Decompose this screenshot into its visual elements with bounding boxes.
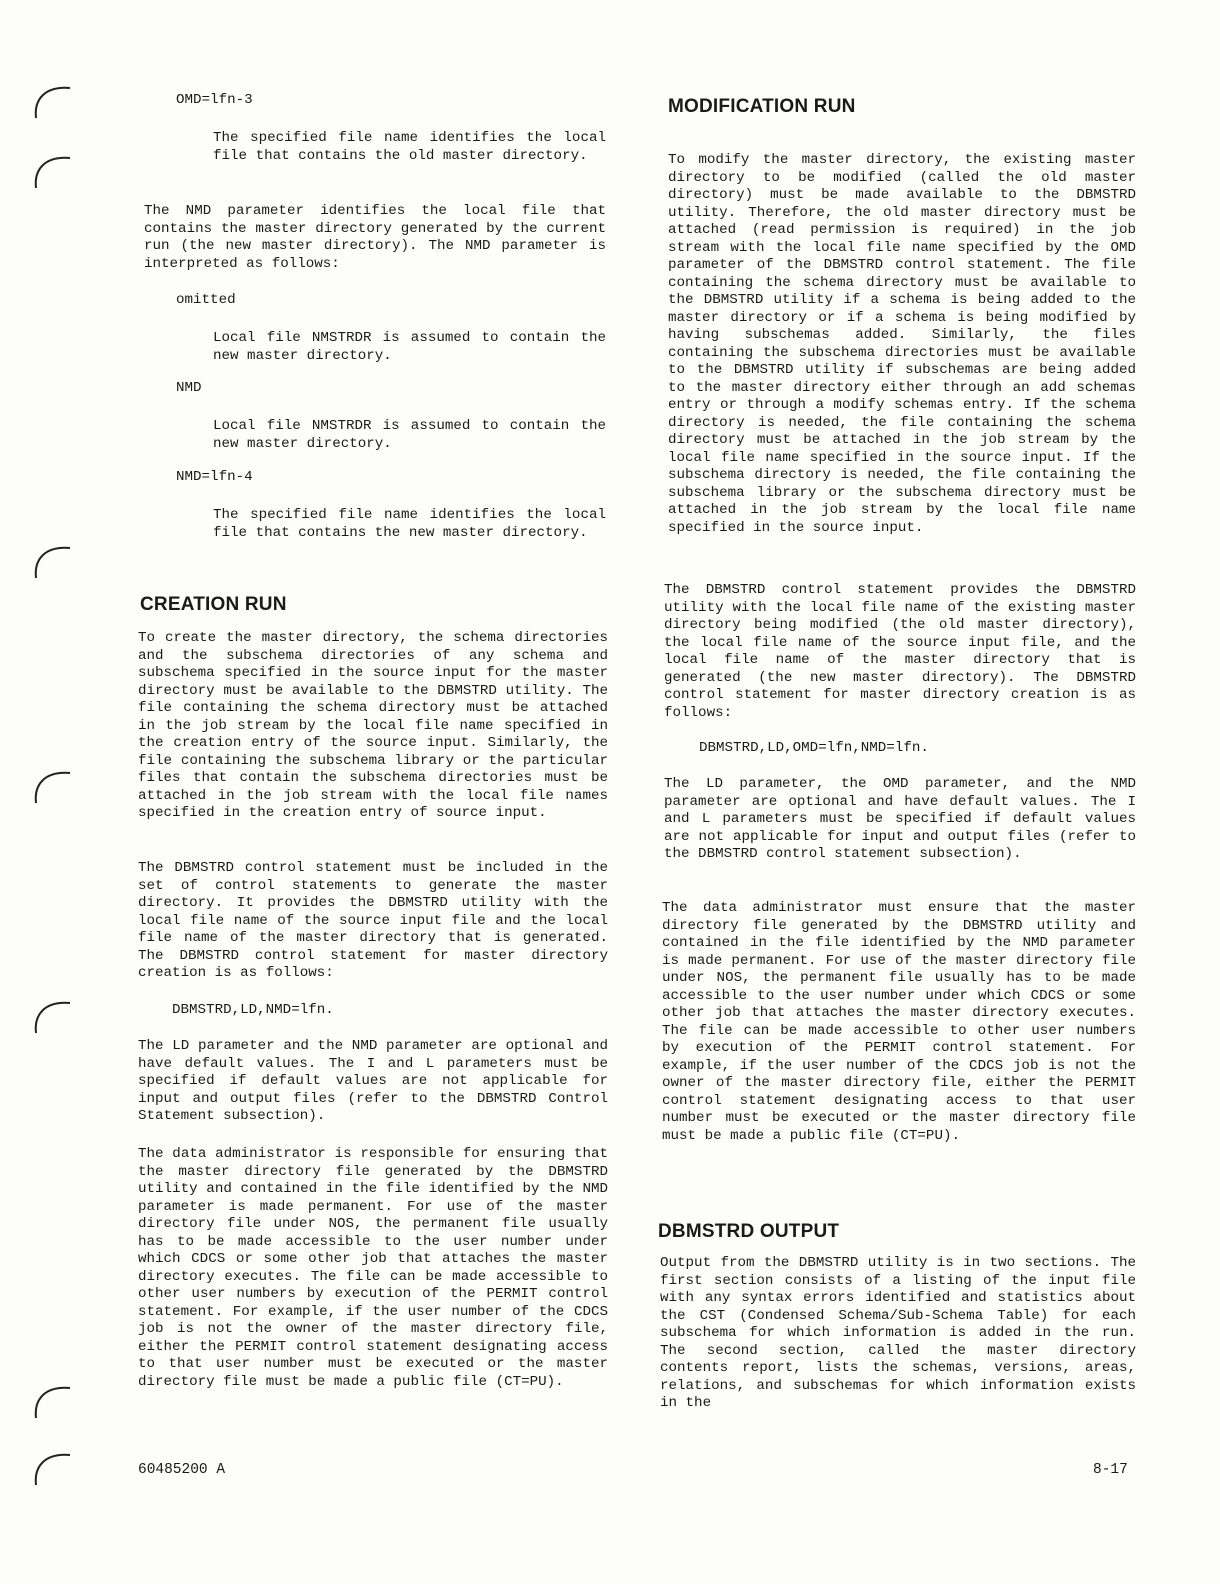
desc-nmd-lfn4: The specified file name identifies the local file that contains the new master directory. bbox=[213, 507, 606, 541]
page-number: 8-17 bbox=[1093, 1462, 1128, 1478]
punch-hole-mark-5 bbox=[30, 995, 74, 1035]
term-omitted: omitted bbox=[176, 292, 236, 308]
term-nmd: NMD bbox=[176, 380, 202, 396]
modification-code-statement: DBMSTRD,LD,OMD=lfn,NMD=lfn. bbox=[699, 740, 929, 756]
creation-code-statement: DBMSTRD,LD,NMD=lfn. bbox=[172, 1002, 334, 1018]
nmd-intro-paragraph: The NMD parameter identifies the local file that contains the master directory generated by the current run (the new master directory). The NMD parameter is interpreted as follows: bbox=[144, 203, 606, 272]
output-paragraph-1: Output from the DBMSTRD utility is in two sections. The first section consists of a listing of the input file with any syntax errors identified and statistics about the CST (Condensed Schema/Sub-Schema Table) for each subschema for which information is added in the run. The second section, called the master directory contents report, lists the schemas, versions, areas, relations, and subschemas for which information exists in the bbox=[660, 1255, 1136, 1411]
punch-hole-mark-4 bbox=[30, 765, 74, 805]
punch-hole-mark-2 bbox=[30, 150, 74, 190]
desc-omd-lfn3: The specified file name identifies the local file that contains the old master directory. bbox=[213, 130, 606, 164]
creation-paragraph-2: The DBMSTRD control statement must be included in the set of control statements to generate the master directory. It provides the DBMSTRD utility with the local file name of the source input file and the local file name of the master directory that is generated. The DBMSTRD control statement for master directory creation is as follows: bbox=[138, 860, 608, 981]
desc-nmd: Local file NMSTRDR is assumed to contain the new master directory. bbox=[213, 418, 606, 452]
creation-paragraph-4: The data administrator is responsible for ensuring that the master directory file generated by the DBMSTRD utility and contained in the file identified by the NMD parameter is made permanent. For use of the master directory file under NOS, the permanent file usually has to be made accessible to the user number under which CDCS or some other job that attaches the master directory executes. The file can be made accessible to other user numbers by execution of the PERMIT control statement. For example, if the user number of the CDCS job is not the owner of the master directory file, either the PERMIT control statement designating access to that user number must be executed or the master directory file must be made a public file (CT=PU). bbox=[138, 1146, 608, 1390]
creation-paragraph-3: The LD parameter and the NMD parameter are optional and have default values. The I and L parameters must be specified if default values are not applicable for input and output files (refer to the DBMSTRD Control Statement subsection). bbox=[138, 1038, 608, 1124]
punch-hole-mark-7 bbox=[30, 1447, 74, 1487]
creation-paragraph-1: To create the master directory, the schema directories and the subschema directories of any schema and subschema specified in the source input for the master directory must be available to the DBMSTRD utility. The file containing the schema directory must be attached in the job stream by the local file name specified in the creation entry of the source input. Similarly, the file containing the subschema library or the particular files that contain the subschema directories must be attached in the job stream with the local file names specified in the creation entry of source input. bbox=[138, 630, 608, 821]
punch-hole-mark-1 bbox=[30, 80, 74, 120]
modification-paragraph-1: To modify the master directory, the existing master directory to be modified (called the old master directory) must be made available to the DBMSTRD utility. Therefore, the old master directory must be attached (read permission is required) in the job stream with the local file name specified by the OMD parameter of the DBMSTRD control statement. The file containing the schema directory must be available to the DBMSTRD utility if a schema is being added to the master directory or if a schema is being modified by having subschemas added. Similarly, the files containing the subschema directories must be available to the DBMSTRD utility if subschemas are being added to the master directory either through an add schemas entry or through a modify schemas entry. If the schema directory is needed, the file containing the schema directory must be attached in the job stream by the local file name specified in the source input. If the subschema directory is needed, the file containing the subschema library or the subschema directory must be attached in the job stream by the local file name specified in the source input. bbox=[668, 152, 1136, 536]
modification-paragraph-3: The LD parameter, the OMD parameter, and the NMD parameter are optional and have default values. The I and L parameters must be specified if default values are not applicable for input and output files (refer to the DBMSTRD control statement subsection). bbox=[664, 776, 1136, 862]
dbmstrd-output-heading: DBMSTRD OUTPUT bbox=[658, 1221, 840, 1242]
punch-hole-mark-6 bbox=[30, 1380, 74, 1420]
desc-omitted: Local file NMSTRDR is assumed to contain the new master directory. bbox=[213, 330, 606, 364]
modification-paragraph-4: The data administrator must ensure that the master directory file generated by the DBMSTRD utility and contained in the file identified by the NMD parameter is made permanent. For use of the master directory file under NOS, the permanent file usually has to be made accessible to the user number under which CDCS or some other job that attaches the master directory executes. The file can be made accessible to other user numbers by execution of the PERMIT control statement. For example, if the user number of the CDCS job is not the owner of the master directory file, either the PERMIT control statement designating access to that user number must be executed or the master directory file must be made a public file (CT=PU). bbox=[662, 900, 1136, 1144]
punch-hole-mark-3 bbox=[30, 540, 74, 580]
term-omd-lfn3: OMD=lfn-3 bbox=[176, 92, 253, 108]
term-nmd-lfn4: NMD=lfn-4 bbox=[176, 469, 253, 485]
modification-paragraph-2: The DBMSTRD control statement provides the DBMSTRD utility with the local file name of the existing master directory being modified (the old master directory), the local file name of the source input file, and the local file name of the master directory that is generated (the new master directory). The DBMSTRD control statement for master directory creation is as follows: bbox=[664, 582, 1136, 721]
creation-run-heading: CREATION RUN bbox=[140, 594, 287, 615]
document-number: 60485200 A bbox=[138, 1462, 226, 1478]
modification-run-heading: MODIFICATION RUN bbox=[668, 96, 856, 117]
